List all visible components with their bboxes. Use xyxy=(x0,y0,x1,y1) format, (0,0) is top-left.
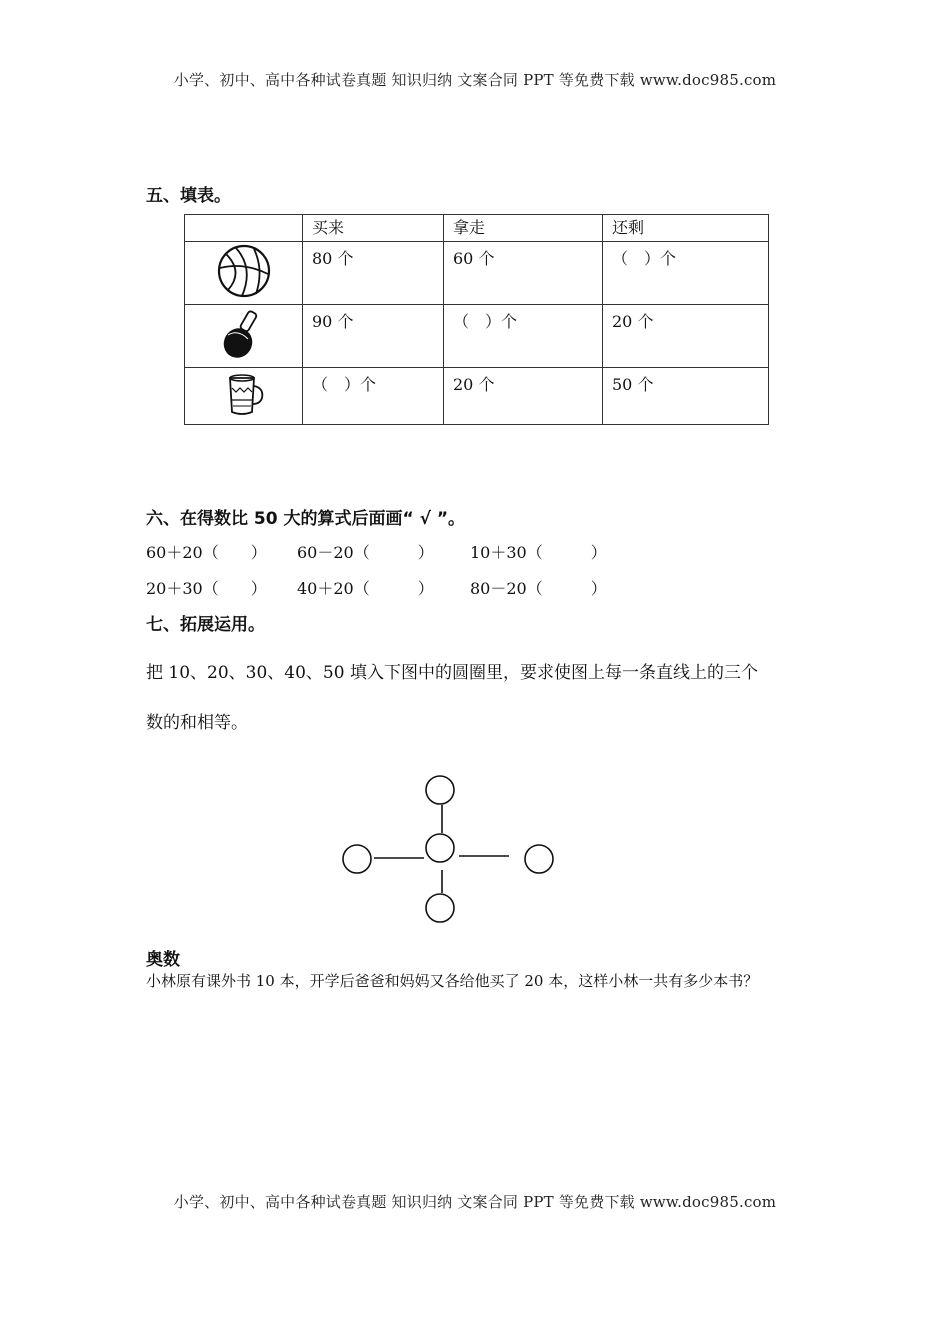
table-header-taken: 拿走 xyxy=(444,215,603,242)
equation-item: 20＋30（ ） xyxy=(146,579,267,598)
table-header-row xyxy=(185,215,769,242)
cell-bought: 90 个 xyxy=(303,305,444,368)
fill-table xyxy=(184,214,769,425)
cell-taken: 60 个 xyxy=(444,242,603,305)
section-6-title: 六、在得数比 50 大的算式后面画“ √ ”。 xyxy=(146,509,466,529)
cell-left: 50 个 xyxy=(603,368,769,425)
page-header: 小学、初中、高中各种试卷真题 知识归纳 文案合同 PPT 等免费下载 www.doc985.com xyxy=(173,71,777,89)
table-row xyxy=(185,368,769,425)
cell-taken: 20 个 xyxy=(444,368,603,425)
equation-item: 40＋20（ ） xyxy=(297,579,434,598)
circle-top xyxy=(426,776,454,804)
table-row xyxy=(185,242,769,305)
cell-left: （ ）个 xyxy=(603,242,769,305)
equation-item: 80－20（ ） xyxy=(470,579,607,598)
section-7-text-line-2: 数的和相等。 xyxy=(146,713,248,733)
paddle-icon xyxy=(185,305,303,368)
equation-item: 60－20（ ） xyxy=(297,543,434,562)
section-7-title: 七、拓展运用。 xyxy=(146,615,265,635)
section-5-title: 五、填表。 xyxy=(146,186,231,206)
cup-icon xyxy=(185,368,303,425)
section-7-text-line-1: 把 10、20、30、40、50 填入下图中的圆圈里，要求使图上每一条直线上的三个 xyxy=(146,663,758,683)
ball-icon xyxy=(185,242,303,305)
circle-diagram xyxy=(330,765,570,935)
table-header-left: 还剩 xyxy=(603,215,769,242)
table-header-empty xyxy=(185,215,303,242)
cell-taken: （ ）个 xyxy=(444,305,603,368)
circle-bottom xyxy=(426,894,454,922)
olympiad-title: 奥数 xyxy=(146,950,180,970)
circle-center xyxy=(426,834,454,862)
olympiad-question: 小林原有课外书 10 本，开学后爸爸和妈妈又各给他买了 20 本，这样小林一共有多少本书？ xyxy=(146,972,759,990)
equation-item: 60＋20（ ） xyxy=(146,543,267,562)
table-header-bought: 买来 xyxy=(303,215,444,242)
page-footer: 小学、初中、高中各种试卷真题 知识归纳 文案合同 PPT 等免费下载 www.doc985.com xyxy=(173,1193,777,1211)
table-row xyxy=(185,305,769,368)
cell-bought: （ ）个 xyxy=(303,368,444,425)
cell-bought: 80 个 xyxy=(303,242,444,305)
circle-right xyxy=(525,845,553,873)
equation-item: 10＋30（ ） xyxy=(470,543,607,562)
circle-left xyxy=(343,845,371,873)
cell-left: 20 个 xyxy=(603,305,769,368)
